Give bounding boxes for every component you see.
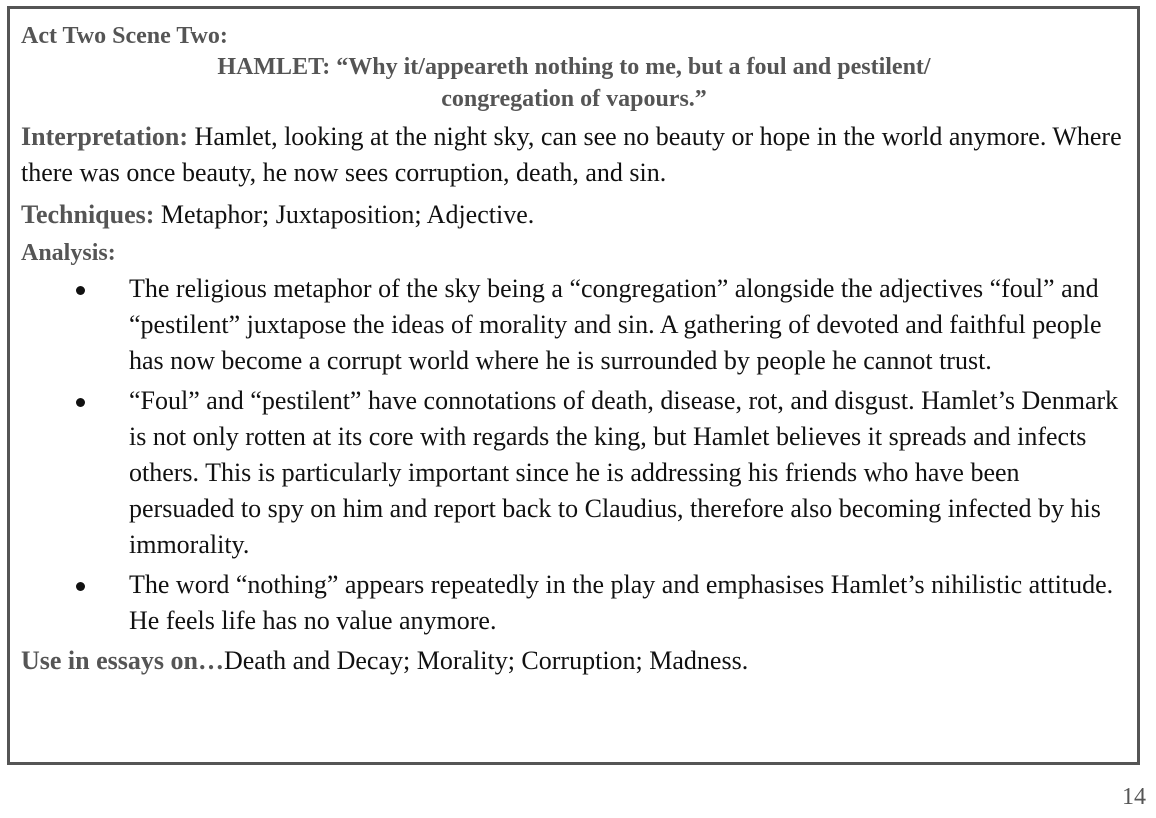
page-number: 14: [1122, 784, 1146, 810]
bullet-icon: [76, 286, 85, 295]
analysis-point-text: “Foul” and “pestilent” have connotations of death, disease, rot, and disgust. Hamlet’s Denmark is not only rotten at its core with regards the king, but Hamlet believes it spreads and infects others. This is particularly important since he is addressing his friends who have been persuaded to spy on him and report back to Claudius, therefore also becoming infected by his immorality.: [129, 386, 1119, 559]
techniques-paragraph: [21, 197, 1127, 233]
quote-block: [21, 51, 1127, 115]
use-in-essays-text: Death and Decay; Morality; Corruption; Madness.: [223, 646, 749, 675]
quote-line-2: congregation of vapours.”: [441, 86, 707, 112]
use-in-essays-label: Use in essays on…: [21, 646, 224, 675]
list-item: [21, 271, 1127, 379]
techniques-text: Metaphor; Juxtaposition; Adjective.: [154, 200, 535, 229]
analysis-label: Analysis:: [21, 240, 116, 266]
interpretation-label: Interpretation:: [21, 122, 189, 151]
interpretation-text: Hamlet, looking at the night sky, can see no beauty or hope in the world anymore. Where there was once beauty, he now sees corruption, death, and sin.: [21, 122, 1122, 187]
interpretation-paragraph: [21, 119, 1127, 191]
analysis-list: [21, 271, 1127, 639]
techniques-label: Techniques:: [21, 200, 155, 229]
note-card: [7, 6, 1140, 765]
analysis-point-text: The religious metaphor of the sky being a “congregation” alongside the adjectives “foul” and “pestilent” juxtapose the ideas of morality and sin. A gathering of devoted and faithful people has now become a corrupt world where he is surrounded by people he cannot trust.: [129, 274, 1102, 375]
analysis-point-text: The word “nothing” appears repeatedly in the play and emphasises Hamlet’s nihilistic attitude. He feels life has no value anymore.: [129, 570, 1114, 635]
bullet-icon: [76, 398, 85, 407]
bullet-icon: [76, 582, 85, 591]
scene-heading: Act Two Scene Two:: [21, 23, 228, 49]
list-item: [21, 383, 1127, 563]
list-item: [21, 567, 1127, 639]
use-in-essays-paragraph: [21, 643, 1127, 679]
quote-line-1: HAMLET: “Why it/appeareth nothing to me, but a foul and pestilent/: [217, 54, 931, 80]
